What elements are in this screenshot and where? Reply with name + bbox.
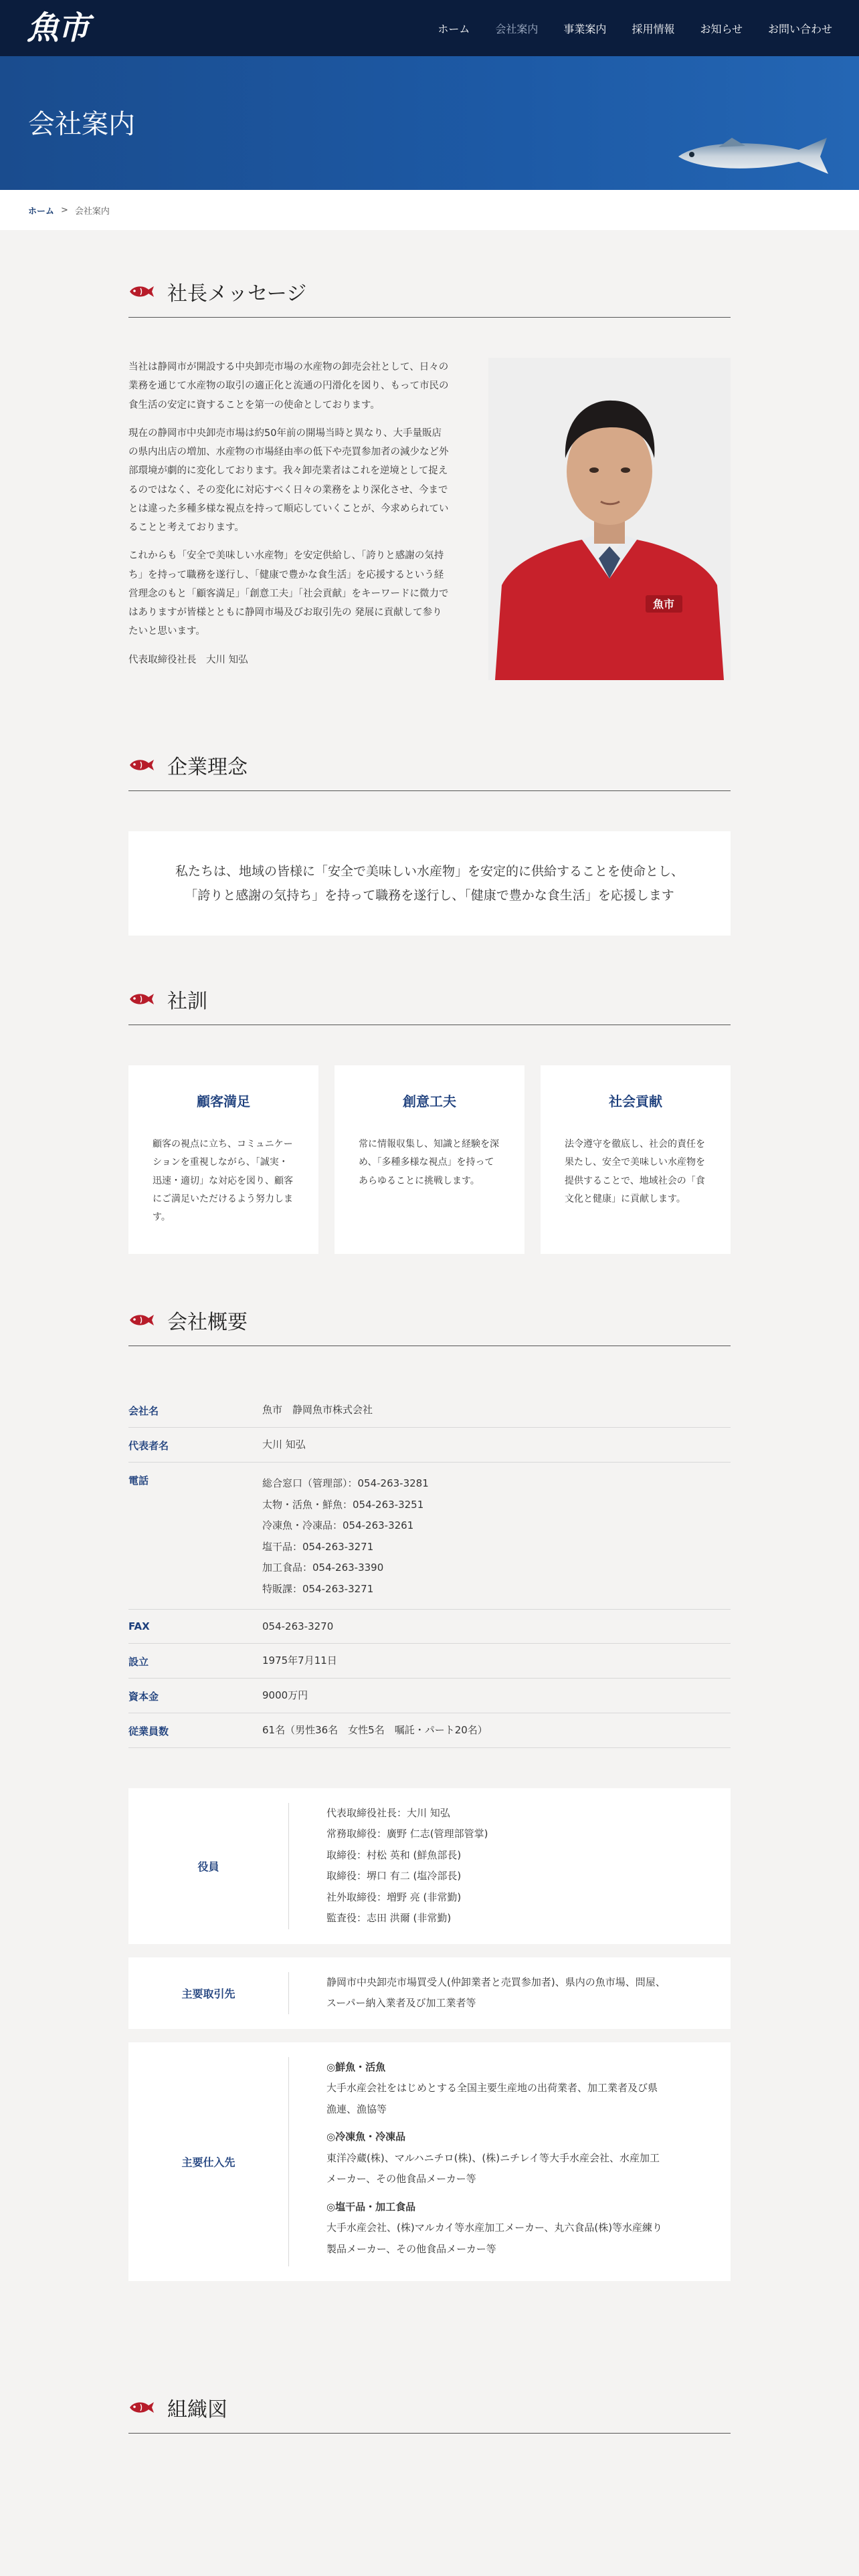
fish-icon (128, 992, 155, 1006)
site-logo[interactable]: 魚市 (27, 9, 89, 47)
svg-text:魚市: 魚市 (652, 598, 675, 611)
row-key: 会社名 (128, 1405, 159, 1417)
page-hero (0, 56, 859, 190)
supplier-line: 東洋冷蔵(株)、マルハニチロ(株)、(株)ニチレイ等大手水産会社、水産加工 (326, 2151, 660, 2164)
motto-card (541, 1065, 731, 1254)
table-row (128, 1428, 731, 1463)
section-philosophy (128, 750, 731, 936)
box-value (289, 1803, 514, 1929)
philosophy-line: 私たちは、地域の皆様に「安全で美味しい水産物」を安定的に供給することを使命とし、 (175, 864, 684, 879)
section-title-org (128, 2393, 731, 2434)
table-row (128, 1463, 731, 1610)
supplier-line: 製品メーカー、その他食品メーカー等 (326, 2242, 496, 2255)
president-portrait-illustration (488, 358, 731, 680)
row-key: 代表者名 (128, 1440, 169, 1452)
officer-line: 監査役：志田 洪爾 (非常勤) (326, 1912, 452, 1924)
message-body (128, 358, 731, 680)
row-value: 61名（男性36名 女性5名 嘱託・パート20名） (262, 1723, 488, 1736)
table-row (128, 1713, 731, 1748)
section-heading: 会社概要 (167, 1311, 248, 1334)
main-nav (438, 21, 832, 36)
section-title-overview (128, 1305, 731, 1346)
section-heading: 社長メッセージ (167, 282, 307, 306)
motto-cards (128, 1065, 731, 1254)
section-mottos (128, 984, 731, 1254)
motto-title: 顧客満足 (197, 1093, 250, 1109)
officers-box (128, 1788, 731, 1944)
fish-icon (128, 758, 155, 772)
table-row (128, 1644, 731, 1679)
row-value (262, 1473, 429, 1600)
officer-line: 社外取締役：増野 亮 (非常勤) (326, 1891, 462, 1903)
page-title: 会社案内 (28, 109, 135, 140)
nav-contact[interactable]: お問い合わせ (767, 22, 832, 35)
breadcrumb-home[interactable]: ホーム (28, 206, 55, 217)
motto-title: 創意工夫 (403, 1093, 456, 1109)
nav-news[interactable]: お知らせ (700, 22, 743, 35)
supplier-group-title: ◎冷凍魚・冷凍品 (326, 2131, 406, 2143)
section-title-philosophy (128, 750, 731, 791)
fish-illustration (672, 130, 839, 183)
section-overview (128, 1305, 731, 2281)
section-title-message (128, 277, 731, 318)
nav-company[interactable]: 会社案内 (495, 22, 539, 35)
supplier-group-title: ◎鮮魚・活魚 (326, 2060, 386, 2073)
breadcrumb (0, 190, 859, 230)
section-heading: 組織図 (167, 2398, 227, 2422)
row-value: 9000万円 (262, 1689, 308, 1701)
supplier-group (326, 2197, 662, 2260)
motto-title: 社会貢献 (609, 1093, 662, 1109)
box-key: 主要取引先 (128, 1972, 289, 2014)
phone-line: 特販課：054-263-3271 (262, 1582, 374, 1595)
box-value (289, 1972, 692, 2014)
row-value: 魚市 静岡魚市株式会社 (262, 1404, 373, 1416)
supplier-group (326, 2127, 662, 2190)
supplier-line: 漁連、漁協等 (326, 2103, 387, 2115)
officer-line: 代表取締役社長：大川 知弘 (326, 1806, 450, 1819)
supplier-line: 大手水産会社をはじめとする全国主要生産地の出荷業者、加工業者及び県 (326, 2082, 658, 2094)
row-key: FAX (128, 1620, 150, 1632)
supplier-line: 大手水産会社、(株)マルカイ等水産加工メーカー、丸六食品(株)等水産練り (326, 2222, 663, 2234)
row-value: 054-263-3270 (262, 1620, 334, 1632)
suppliers-box (128, 2042, 731, 2282)
message-paragraph: 当社は静岡市が開設する中央卸売市場の水産物の卸売会社として、日々の業務を通じて水産物の取引の適正化と流通の円滑化を図り、もって市民の食生活の安定に資することを第一の使命としております。 (128, 362, 449, 411)
row-key: 設立 (128, 1655, 149, 1668)
officer-line: 常務取締役：廣野 仁志(管理部管掌) (326, 1828, 488, 1840)
table-row (128, 1393, 731, 1428)
table-row (128, 1679, 731, 1713)
row-key: 電話 (128, 1475, 149, 1487)
section-title-mottos (128, 984, 731, 1025)
fish-icon (128, 2400, 155, 2415)
supplier-line: メーカー、その他食品メーカー等 (326, 2173, 476, 2185)
phone-line: 太物・活魚・鮮魚：054-263-3251 (262, 1498, 424, 1511)
message-paragraph: 現在の静岡市中央卸売市場は約50年前の開場当時と異なり、大手量販店の県内出店の増加、水産物の市場経由率の低下や売買参加者の減少など外部環境が劇的に変化しております。我々卸売業者はこれを逆境として捉えるのではなく、その変化に対応すべく日々の業務をより深化させ、今までとは違った多種多様な視点を持って順応していくことが、今求められていることと考えております。 (128, 427, 449, 534)
row-value: 大川 知弘 (262, 1438, 306, 1451)
philosophy-line: 「誇りと感謝の気持ち」を持って職務を遂行し、「健康で豊かな食生活」を応援します (185, 888, 674, 903)
motto-card (128, 1065, 318, 1254)
fish-icon (128, 284, 155, 299)
president-photo (488, 358, 731, 680)
nav-recruit[interactable]: 採用情報 (632, 22, 675, 35)
officer-line: 取締役：堺口 有二 (塩冷部長) (326, 1870, 462, 1882)
message-signature: 代表取締役社長 大川 知弘 (128, 654, 248, 665)
section-org (128, 2393, 731, 2434)
site-header (0, 0, 859, 56)
row-key: 資本金 (128, 1690, 159, 1703)
table-row (128, 1610, 731, 1644)
message-paragraph: これからも「安全で美味しい水産物」を安定供給し、「誇りと感謝の気持ち」を持って職務を遂行し、「健康で豊かな食生活」を応援するという経営理念のもと「顧客満足」「創意工夫」「社会貢献」をキーワードに微力ではありますが皆様とともに静岡市場及びお取引先の 発展に貢献して参りたいと思います。 (128, 550, 449, 637)
section-heading: 社訓 (167, 990, 207, 1013)
nav-home[interactable]: ホーム (438, 22, 470, 35)
clients-box (128, 1957, 731, 2029)
supplier-group-title: ◎塩干品・加工食品 (326, 2200, 416, 2213)
motto-card (335, 1065, 524, 1254)
breadcrumb-current: 会社案内 (74, 206, 110, 217)
client-line: 静岡市中央卸売市場買受人(仲卸業者と売買参加者)、県内の魚市場、問屋、 (326, 1975, 666, 1988)
breadcrumb-separator: > (61, 205, 68, 215)
section-message (128, 277, 731, 680)
phone-line: 加工食品：054-263-3390 (262, 1562, 384, 1574)
client-line: スーパー納入業者及び加工業者等 (326, 1997, 476, 2009)
box-value (289, 2057, 689, 2267)
fish-icon (128, 1313, 155, 1327)
officer-line: 取締役：村松 英和 (鮮魚部長) (326, 1848, 462, 1861)
row-key: 従業員数 (128, 1725, 169, 1737)
row-value: 1975年7月11日 (262, 1654, 337, 1667)
box-key: 主要仕入先 (128, 2057, 289, 2267)
phone-line: 冷凍魚・冷凍品：054-263-3261 (262, 1519, 414, 1531)
phone-line: 塩干品：054-263-3271 (262, 1540, 374, 1553)
message-text (128, 358, 450, 680)
motto-text: 顧客の視点に立ち、コミュニケーションを重視しながら、「誠実・迅速・適切」な対応を図り、顧客にご満足いただけるよう努力します。 (153, 1139, 293, 1223)
overview-table (128, 1393, 731, 1748)
section-heading: 企業理念 (167, 756, 248, 779)
motto-text: 常に情報収集し、知識と経験を深め、「多種多様な視点」を持ってあらゆることに挑戦します。 (359, 1139, 499, 1186)
philosophy-box (128, 831, 731, 936)
motto-text: 法令遵守を徹底し、社会的責任を果たし、安全で美味しい水産物を提供することで、地域社会の「食文化と健康」に貢献します。 (565, 1139, 705, 1204)
phone-line: 総合窓口（管理部）：054-263-3281 (262, 1477, 429, 1489)
nav-business[interactable]: 事業案内 (563, 22, 607, 35)
box-key: 役員 (128, 1803, 289, 1929)
supplier-group (326, 2057, 662, 2121)
